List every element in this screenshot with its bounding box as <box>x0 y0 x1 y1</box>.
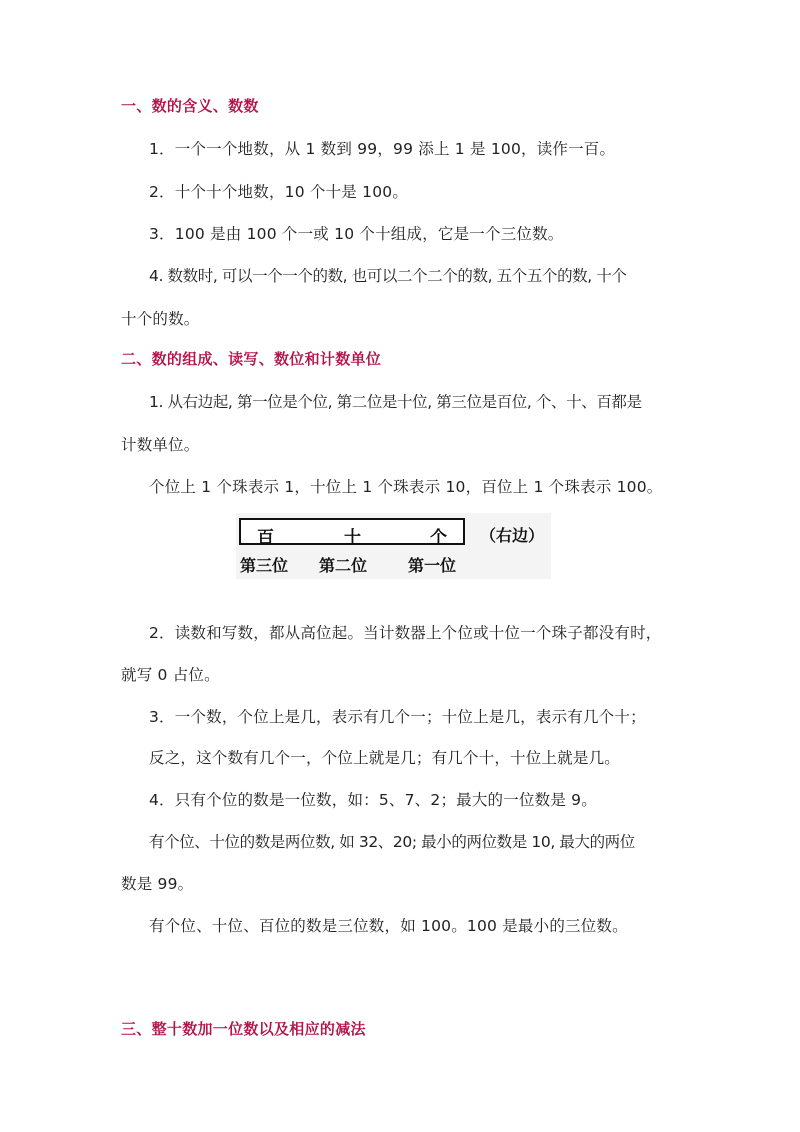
paragraph-line: 有个位、十位的数是两位数, 如 32、20; 最小的两位数是 10, 最大的两位 <box>149 833 635 851</box>
paragraph-line: 数是 99。 <box>121 875 194 893</box>
place-label-ones: 个 <box>430 528 447 548</box>
position-label-first: 第一位 <box>408 556 457 575</box>
paragraph-line: 3．100 是由 100 个一或 10 个十组成，它是一个三位数。 <box>149 225 564 243</box>
paragraph-line: 1. 从右边起, 第一位是个位, 第二位是十位, 第三位是百位, 个、十、百都是 <box>149 393 642 411</box>
paragraph-line: 2．十个十个地数，10 个十是 100。 <box>149 183 409 201</box>
place-label-hundreds: 百 <box>257 528 274 548</box>
paragraph-line: 就写 0 占位。 <box>121 666 220 684</box>
paragraph-line: 3．一个数，个位上是几，表示有几个一；十位上是几，表示有几个十； <box>149 708 646 726</box>
place-value-figure <box>236 513 551 579</box>
paragraph-line: 4. 数数时, 可以一个一个的数, 也可以二个二个的数, 五个五个的数, 十个 <box>149 267 627 285</box>
paragraph-line: 计数单位。 <box>121 436 200 454</box>
paragraph-line: 4．只有个位的数是一位数，如：5、7、2；最大的一位数是 9。 <box>149 791 597 809</box>
paragraph-line: 1．一个一个地数，从 1 数到 99，99 添上 1 是 100，读作一百。 <box>149 140 616 158</box>
direction-label: （右边） <box>480 526 545 545</box>
paragraph-line: 个位上 1 个珠表示 1，十位上 1 个珠表示 10，百位上 1 个珠表示 100。 <box>149 478 663 496</box>
section-heading-1: 一、数的含义、数数 <box>121 97 259 115</box>
paragraph-line: 2．读数和写数，都从高位起。当计数器上个位或十位一个珠子都没有时， <box>149 624 662 642</box>
place-value-box <box>239 518 465 548</box>
paragraph-line: 十个的数。 <box>121 310 200 328</box>
position-label-third: 第三位 <box>240 556 289 575</box>
position-label-second: 第二位 <box>319 556 368 575</box>
paragraph-line: 有个位、十位、百位的数是三位数，如 100。100 是最小的三位数。 <box>149 917 628 935</box>
section-heading-2: 二、数的组成、读写、数位和计数单位 <box>121 350 382 368</box>
paragraph-line: 反之，这个数有几个一，个位上就是几；有几个十，十位上就是几。 <box>149 749 621 767</box>
section-heading-3: 三、整十数加一位数以及相应的减法 <box>121 1020 366 1038</box>
place-label-tens: 十 <box>344 528 361 548</box>
